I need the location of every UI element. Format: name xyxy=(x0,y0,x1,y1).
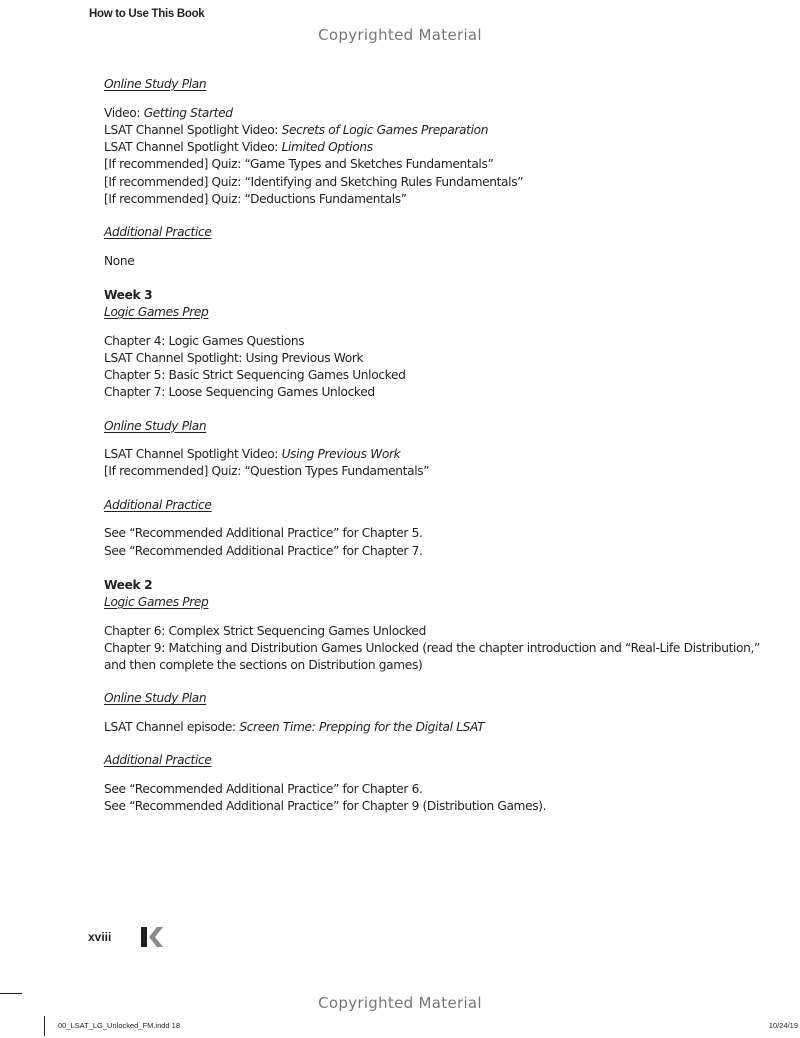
copyright-watermark-top: Copyrighted Material xyxy=(318,26,482,44)
online-study-plan-heading: Online Study Plan xyxy=(104,77,207,91)
copyright-watermark-bottom: Copyrighted Material xyxy=(318,994,482,1012)
additional-practice-heading: Additional Practice xyxy=(104,224,212,239)
list-item: LSAT Channel Spotlight: Using Previous Work xyxy=(104,350,364,365)
list-item: Chapter 4: Logic Games Questions xyxy=(104,333,305,348)
page-body xyxy=(104,76,784,815)
week-2-title: Week 2 xyxy=(104,577,153,592)
additional-practice-heading: Additional Practice xyxy=(104,753,212,768)
additional-practice-list xyxy=(104,525,784,559)
online-study-plan-list xyxy=(104,105,784,208)
list-item: Video: Getting Started xyxy=(104,105,233,120)
list-item: [If recommended] Quiz: “Deductions Fundamentals” xyxy=(104,191,407,206)
week-3-title: Week 3 xyxy=(104,287,153,302)
list-item: Chapter 7: Loose Sequencing Games Unlocked xyxy=(104,385,375,400)
list-item: [If recommended] Quiz: “Question Types Fundamentals” xyxy=(104,464,430,479)
logic-games-prep-list xyxy=(104,623,784,675)
list-item: Chapter 9: Matching and Distribution Games Unlocked (read the chapter introduction and “Real-Life Distribution,” and then complete the sections on Distribution games) xyxy=(104,640,760,673)
list-item: LSAT Channel episode: Screen Time: Prepping for the Digital LSAT xyxy=(104,719,485,734)
list-item: See “Recommended Additional Practice” for Chapter 9 (Distribution Games). xyxy=(104,799,547,814)
online-study-plan-heading: Online Study Plan xyxy=(104,418,207,433)
list-item: None xyxy=(104,253,135,268)
running-head: How to Use This Book xyxy=(89,8,205,20)
logic-games-prep-heading: Logic Games Prep xyxy=(104,594,209,609)
online-study-plan-list xyxy=(104,446,784,480)
list-item: [If recommended] Quiz: “Identifying and Sketching Rules Fundamentals” xyxy=(104,174,524,189)
slug-filename: 00_LSAT_LG_Unlocked_FM.indd 18 xyxy=(58,1021,181,1030)
additional-practice-list xyxy=(104,253,784,270)
online-study-plan-list xyxy=(104,719,784,736)
list-item: LSAT Channel Spotlight Video: Limited Options xyxy=(104,140,373,155)
additional-practice-heading: Additional Practice xyxy=(104,497,212,512)
list-item: Chapter 5: Basic Strict Sequencing Games Unlocked xyxy=(104,368,406,383)
list-item: [If recommended] Quiz: “Game Types and Sketches Fundamentals” xyxy=(104,157,494,172)
list-item: LSAT Channel Spotlight Video: Using Previous Work xyxy=(104,447,401,462)
crop-mark xyxy=(0,993,22,994)
kaplan-k-logo-icon xyxy=(140,926,164,948)
slug-date: 10/24/19 xyxy=(768,1021,798,1030)
list-item: See “Recommended Additional Practice” for Chapter 7. xyxy=(104,543,423,558)
list-item: Chapter 6: Complex Strict Sequencing Games Unlocked xyxy=(104,623,426,638)
page-number: xviii xyxy=(88,930,112,944)
logic-games-prep-heading: Logic Games Prep xyxy=(104,305,209,320)
logic-games-prep-list xyxy=(104,333,784,402)
slug-divider xyxy=(44,1016,45,1036)
additional-practice-list xyxy=(104,781,784,815)
list-item: See “Recommended Additional Practice” for Chapter 5. xyxy=(104,526,423,541)
online-study-plan-heading: Online Study Plan xyxy=(104,691,207,706)
list-item: See “Recommended Additional Practice” for Chapter 6. xyxy=(104,781,423,796)
list-item: LSAT Channel Spotlight Video: Secrets of Logic Games Preparation xyxy=(104,122,489,137)
